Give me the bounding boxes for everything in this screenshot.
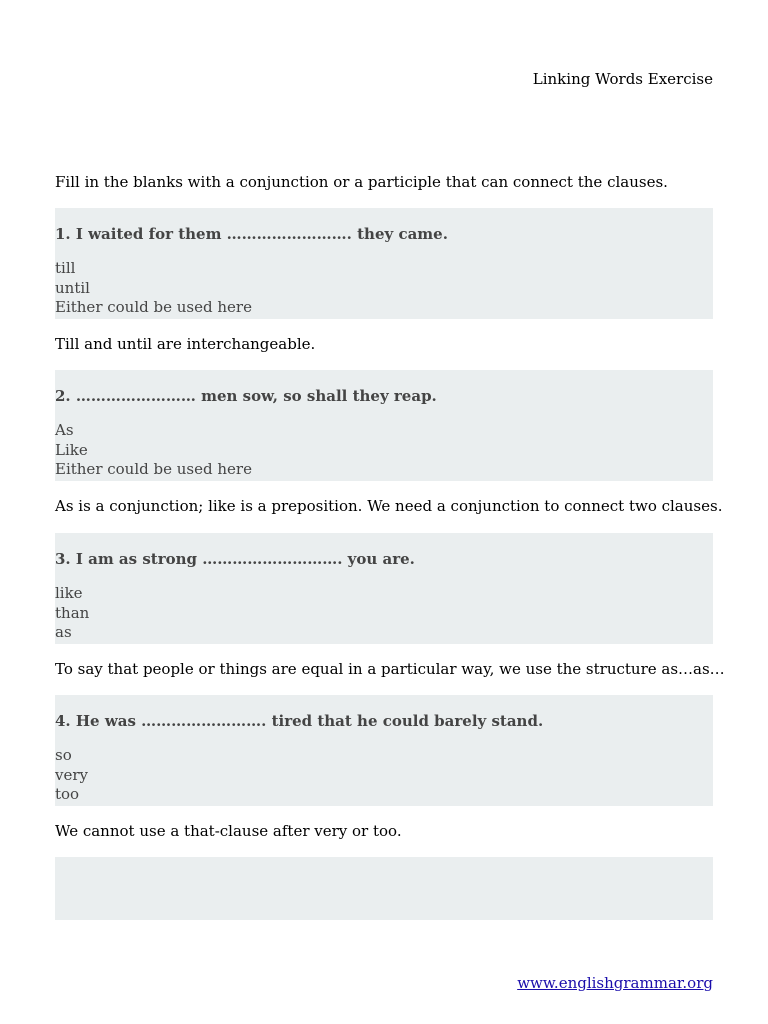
question-box <box>55 208 713 319</box>
option[interactable]: Either could be used here <box>55 298 252 316</box>
option[interactable]: Either could be used here <box>55 460 252 478</box>
instructions: Fill in the blanks with a conjunction or a participle that can connect the clauses. <box>55 173 668 191</box>
explanation: Till and until are interchangeable. <box>55 335 316 353</box>
footer-link[interactable]: www.englishgrammar.org <box>517 974 713 992</box>
options-list <box>55 746 88 805</box>
options-list <box>55 259 252 318</box>
page-title: Linking Words Exercise <box>532 70 713 88</box>
options-list <box>55 584 89 643</box>
question-box <box>55 370 713 481</box>
explanation: As is a conjunction; like is a preposition. We need a conjunction to connect two clauses. <box>55 497 723 515</box>
empty-question-box <box>55 857 713 920</box>
explanation: To say that people or things are equal in a particular way, we use the structure as…as… <box>55 660 725 678</box>
option[interactable]: very <box>55 765 88 784</box>
question-box <box>55 533 713 644</box>
option[interactable]: until <box>55 278 90 297</box>
option[interactable]: till <box>55 259 76 277</box>
explanation: We cannot use a that-clause after very or too. <box>55 822 402 840</box>
option[interactable]: As <box>55 421 74 439</box>
question-text: 2. …………………… men sow, so shall they reap. <box>55 387 437 405</box>
option[interactable]: so <box>55 746 72 764</box>
option[interactable]: Like <box>55 440 88 459</box>
question-text: 4. He was ……………………. tired that he could barely stand. <box>55 712 544 730</box>
option[interactable]: too <box>55 785 80 803</box>
question-text: 3. I am as strong ………………………. you are. <box>55 550 415 568</box>
question-text: 1. I waited for them ……………………. they came. <box>55 225 448 243</box>
option[interactable]: as <box>55 623 72 641</box>
question-box <box>55 695 713 806</box>
options-list <box>55 421 252 480</box>
option[interactable]: like <box>55 584 83 602</box>
option[interactable]: than <box>55 603 90 622</box>
